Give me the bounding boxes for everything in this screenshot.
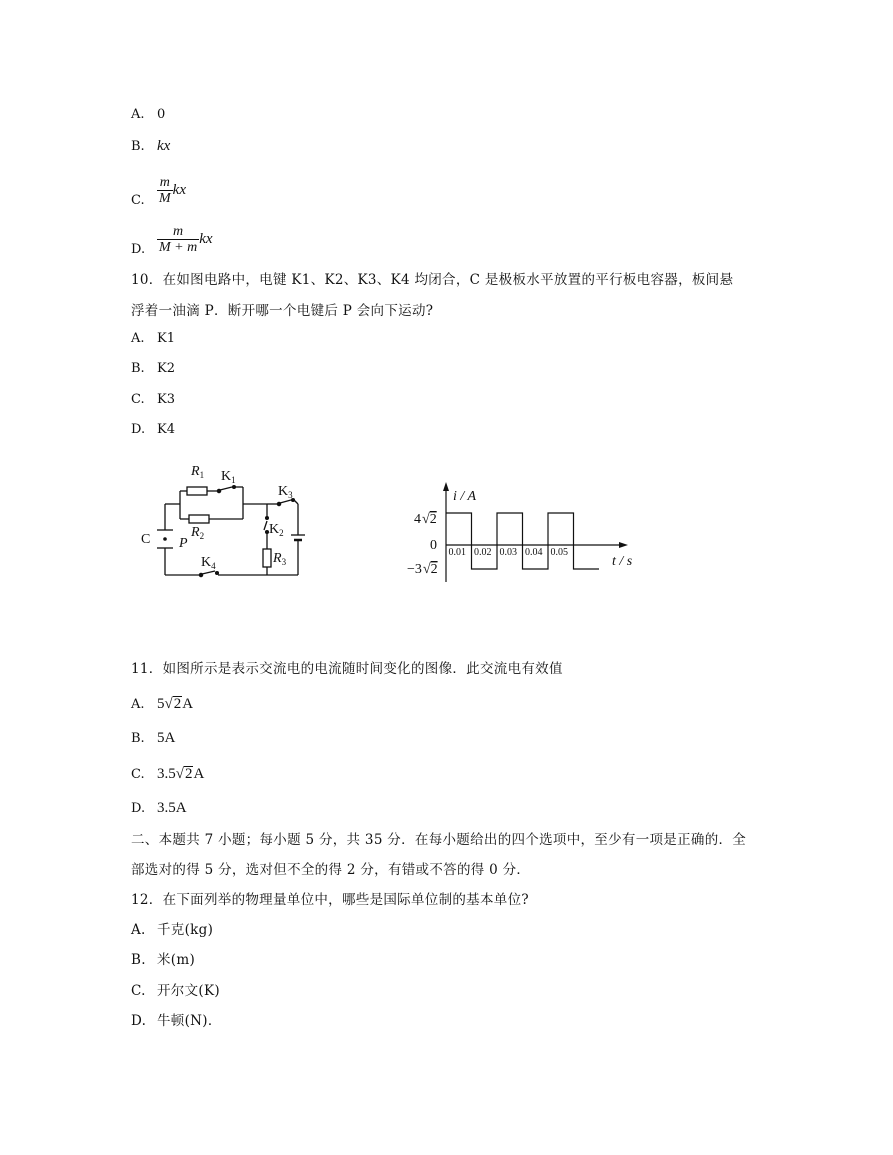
x-axis-label: t / s — [612, 554, 633, 569]
x-axis-arrow — [619, 542, 628, 548]
x-tick-label: 0.01 — [448, 547, 466, 558]
current-waveform — [446, 513, 599, 569]
q10-option-a: A. K1 — [131, 331, 175, 346]
q11-option-d: D. 3.5A — [131, 800, 187, 816]
x-tick-label: 0.03 — [499, 547, 517, 558]
label-r3: $R_3$ — [273, 551, 287, 567]
y-tick-low: −3√2 — [407, 562, 438, 577]
q11-option-c: C. 3.5√2A — [131, 766, 205, 782]
q10-option-b: B. K2 — [131, 361, 175, 376]
q9-option-c: C. $\frac{m}{M}$ kx — [131, 175, 186, 208]
q10-stem-line1: 10．在如图电路中，电键 K1、K2、K3、K4 均闭合，C 是极板水平放置的平行板电容器，板间悬 — [131, 272, 734, 288]
q12-stem: 12．在下面列举的物理量单位中，哪些是国际单位制的基本单位? — [131, 892, 529, 908]
label-k4: $K_4$ — [201, 555, 216, 571]
q12-option-c: C. 开尔文(K) — [131, 983, 220, 999]
label-k1: $K_1$ — [221, 469, 236, 485]
resistor-r3 — [263, 549, 271, 567]
x-tick-label: 0.04 — [525, 547, 543, 558]
oil-drop — [163, 537, 167, 541]
resistor-r1 — [187, 487, 207, 495]
label-r1: $R_1$ — [191, 464, 205, 480]
label-k3: $K_3$ — [278, 484, 293, 500]
label-p: P — [179, 536, 188, 551]
q12-option-b: B. 米(m) — [131, 952, 196, 968]
label-r2: $R_2$ — [191, 525, 205, 541]
q9-option-b: B. kx — [131, 138, 171, 154]
circuit-diagram — [135, 455, 325, 585]
y-axis-arrow — [443, 482, 449, 491]
y-tick-zero: 0 — [430, 538, 437, 553]
switch-k1 — [220, 487, 232, 490]
switch-k2 — [264, 521, 267, 530]
q10-stem-line2: 浮着一油滴 P．断开哪一个电键后 P 会向下运动? — [131, 303, 434, 319]
x-tick-label: 0.02 — [474, 547, 492, 558]
switch-k4 — [202, 571, 215, 574]
fraction: $\frac{m}{M + m}$ — [159, 224, 198, 255]
q11-stem: 11．如图所示是表示交流电的电流随时间变化的图像．此交流电有效值 — [131, 661, 563, 677]
label-k2: $K_2$ — [269, 522, 284, 538]
q12-option-d: D. 牛顿(N)． — [131, 1013, 222, 1029]
q10-option-c: C. K3 — [131, 392, 175, 407]
q11-option-a: A. 5√2A — [131, 696, 194, 712]
current-time-chart — [400, 478, 640, 588]
q9-option-a: A. 0 — [131, 107, 166, 122]
q12-option-a: A. 千克(kg) — [131, 922, 214, 938]
q9-option-d: D. $\frac{m}{M + m}$ kx — [131, 224, 213, 257]
switch-k3 — [280, 500, 291, 503]
fraction: $\frac{m}{M}$ — [159, 175, 171, 206]
q11-option-b: B. 5A — [131, 730, 176, 746]
section2-intro-line2: 部选对的得 5 分，选对但不全的得 2 分，有错或不答的得 0 分． — [131, 862, 531, 878]
resistor-r2 — [189, 515, 209, 523]
y-tick-high: 4√2 — [414, 512, 437, 527]
y-axis-label: i / A — [453, 489, 477, 504]
q10-option-d: D. K4 — [131, 422, 175, 437]
x-tick-label: 0.05 — [550, 547, 568, 558]
section2-intro-line1: 二、本题共 7 小题；每小题 5 分，共 35 分．在每小题给出的四个选项中，至少有一项是正确的．全 — [131, 832, 747, 848]
label-c: C — [141, 532, 151, 547]
